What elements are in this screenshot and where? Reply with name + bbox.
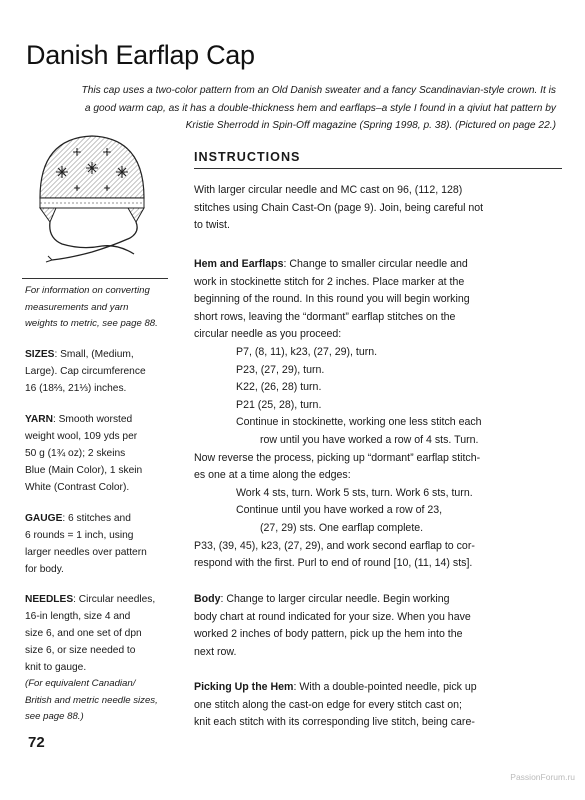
step-line: Work 4 sts, turn. Work 5 sts, turn. Work 6 sts, turn. bbox=[236, 486, 473, 499]
metric-note-line: weights to metric, see page 88. bbox=[25, 318, 158, 329]
needles-text: : Circular needles, bbox=[73, 594, 156, 605]
sizes-label: SIZES bbox=[25, 349, 55, 360]
needles-text: knit to gauge. bbox=[25, 662, 87, 673]
metric-note-line: For information on converting bbox=[25, 285, 150, 296]
body-line: to twist. bbox=[194, 219, 230, 232]
step-line: K22, (26, 28) turn. bbox=[236, 381, 322, 394]
sizes-text: : Small, (Medium, bbox=[54, 349, 134, 360]
sidebar-divider bbox=[22, 278, 168, 279]
needle-note-line: British and metric needle sizes, bbox=[25, 694, 158, 706]
yarn-label: YARN bbox=[25, 414, 53, 425]
pickup-label: Picking Up the Hem bbox=[194, 681, 294, 693]
sizes-text: Large). Cap circumference bbox=[25, 366, 146, 377]
body-line: : Change to larger circular needle. Begin working bbox=[220, 593, 450, 605]
body-line: work in stockinette stitch for 2 inches. Place marker at the bbox=[194, 275, 465, 288]
body-line: With larger circular needle and MC cast on 96, (112, 128) bbox=[194, 184, 463, 196]
intro-line: a good warm cap, as it has a double-thickness hem and earflaps–a style I found in a qiviut hat pattern by bbox=[84, 102, 556, 114]
body-line: es one at a time along the edges: bbox=[194, 469, 351, 482]
body-line: : Change to smaller circular needle and bbox=[283, 258, 468, 270]
watermark: PassionForum.ru bbox=[510, 772, 575, 782]
hem-section bbox=[194, 256, 564, 573]
metric-note-line: measurements and yarn bbox=[25, 301, 129, 313]
yarn-text: : Smooth worsted bbox=[52, 414, 133, 425]
body-line: next row. bbox=[194, 645, 237, 658]
step-line: P23, (27, 29), turn. bbox=[236, 363, 325, 376]
gauge-text: 6 rounds = 1 inch, using bbox=[25, 530, 134, 541]
needle-note-line: (For equivalent Canadian/ bbox=[25, 678, 136, 689]
gauge-section bbox=[25, 510, 175, 578]
body-line: : With a double-pointed needle, pick up bbox=[293, 681, 477, 693]
body-line: respond with the first. Purl to end of round [10, (11, 14) sts]. bbox=[194, 557, 473, 570]
step-line: Continue until you have worked a row of 23, bbox=[236, 504, 443, 517]
needle-note-line: see page 88.) bbox=[25, 711, 84, 722]
intro-line: This cap uses a two-color pattern from an Old Danish sweater and a fancy Scandinavian-style crown. It is bbox=[81, 85, 556, 96]
step-line: (27, 29) sts. One earflap complete. bbox=[260, 521, 424, 534]
cast-on-paragraph bbox=[194, 182, 564, 235]
gauge-text: for body. bbox=[25, 564, 64, 575]
body-line: body chart at round indicated for your size. When you have bbox=[194, 610, 471, 623]
yarn-text: weight wool, 109 yds per bbox=[25, 431, 138, 442]
needles-text: size 6, or size needed to bbox=[25, 645, 136, 656]
body-line: circular needle as you proceed: bbox=[194, 328, 342, 341]
needles-section bbox=[25, 591, 175, 726]
pickup-section bbox=[194, 679, 564, 732]
yarn-section bbox=[25, 411, 175, 496]
body-label: Body bbox=[194, 593, 221, 605]
step-line: P21 (25, 28), turn. bbox=[236, 398, 322, 411]
body-line: one stitch along the cast-on edge for every stitch cast on; bbox=[194, 698, 462, 711]
body-line: short rows, leaving the “dormant” earflap stitches on the bbox=[194, 310, 456, 323]
body-section bbox=[194, 591, 564, 661]
left-earflap bbox=[40, 208, 56, 222]
needles-label: NEEDLES bbox=[25, 594, 74, 605]
body-line: knit each stitch with its corresponding live stitch, being care- bbox=[194, 716, 475, 729]
step-line: P7, (8, 11), k23, (27, 29), turn. bbox=[236, 345, 378, 358]
yarn-text: White (Contrast Color). bbox=[25, 482, 130, 493]
earflap-tie bbox=[50, 222, 134, 254]
sizes-text: 16 (18⅔, 21⅓) inches. bbox=[25, 383, 127, 394]
step-line: row until you have worked a row of 4 sts. Turn. bbox=[260, 433, 479, 446]
earflap-tie bbox=[52, 222, 137, 260]
body-line: beginning of the round. In this round you will begin working bbox=[194, 293, 470, 306]
instructions-heading: INSTRUCTIONS bbox=[194, 150, 301, 164]
body-line: worked 2 inches of body pattern, pick up the hem into the bbox=[194, 628, 463, 641]
yarn-text: Blue (Main Color), 1 skein bbox=[25, 465, 143, 476]
yarn-text: 50 g (1¾ oz); 2 skeins bbox=[25, 448, 126, 459]
step-line: Continue in stockinette, working one less stitch each bbox=[236, 416, 482, 429]
page-title: Danish Earflap Cap bbox=[26, 40, 255, 70]
gauge-text: larger needles over pattern bbox=[25, 547, 147, 558]
needles-text: size 6, and one set of dpn bbox=[25, 628, 142, 639]
sizes-section bbox=[25, 346, 175, 397]
needles-text: 16-in length, size 4 and bbox=[25, 611, 131, 622]
body-line: P33, (39, 45), k23, (27, 29), and work second earflap to cor- bbox=[194, 539, 475, 552]
right-earflap bbox=[128, 208, 144, 222]
body-line: stitches using Chain Cast-On (page 9). Join, being careful not bbox=[194, 201, 484, 214]
intro-paragraph bbox=[28, 82, 556, 135]
gauge-text: : 6 stitches and bbox=[62, 513, 131, 524]
gauge-label: GAUGE bbox=[25, 513, 63, 524]
body-line: Now reverse the process, picking up “dormant” earflap stitch- bbox=[194, 451, 481, 464]
metric-note bbox=[25, 283, 175, 333]
page-number: 72 bbox=[28, 734, 45, 751]
hem-label: Hem and Earflaps bbox=[194, 258, 284, 270]
instructions-rule bbox=[194, 168, 562, 169]
intro-line: Kristie Sherrodd in Spin-Off magazine (Spring 1998, p. 38). (Pictured on page 22.) bbox=[185, 120, 556, 131]
hat-illustration bbox=[22, 128, 162, 268]
